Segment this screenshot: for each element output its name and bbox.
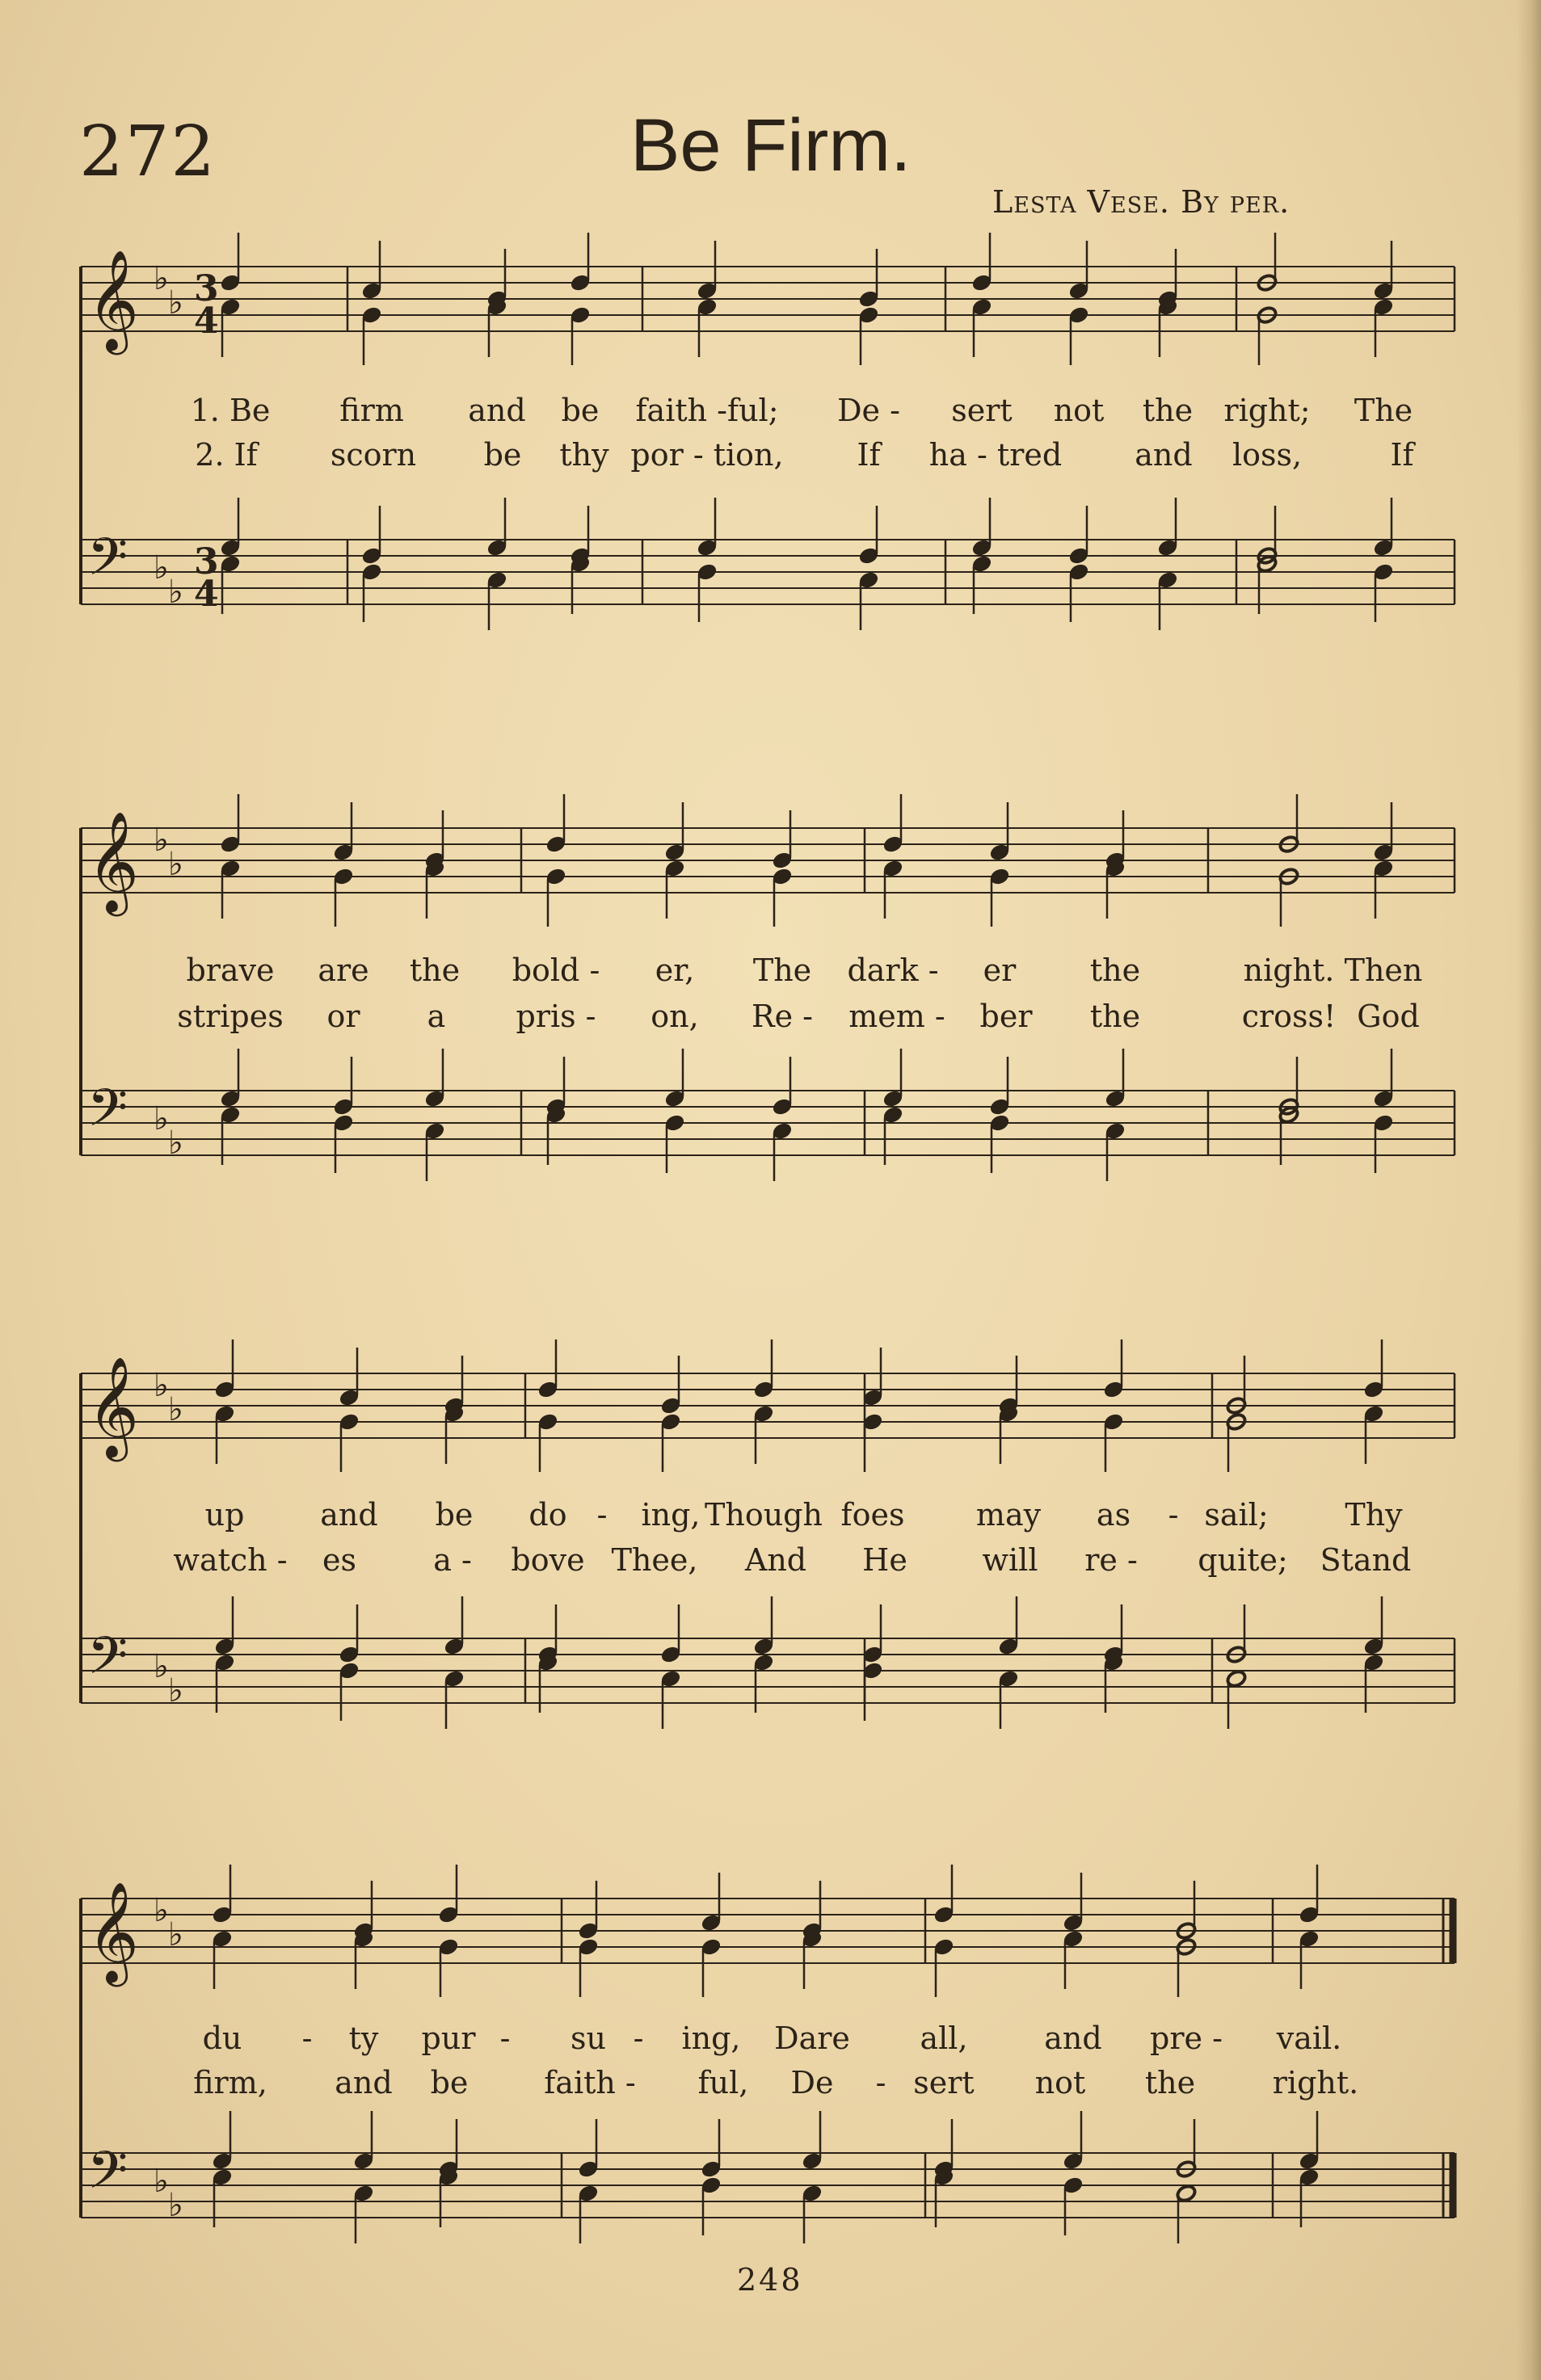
- lyric-syllable: all,: [920, 2020, 968, 2056]
- bass-clef: 𝄢: [87, 1079, 128, 1151]
- page-number: 248: [737, 2262, 803, 2298]
- lyric-syllable: bove: [511, 1542, 585, 1578]
- lyric-syllable: not: [1053, 393, 1105, 428]
- lyric-syllable: stripes: [177, 999, 284, 1034]
- lyric-syllable: Dare: [774, 2020, 850, 2056]
- lyric-syllable: -: [1168, 1497, 1179, 1533]
- lyric-syllable: 2. If: [195, 437, 258, 473]
- flat-sign: ♭: [154, 1648, 169, 1685]
- flat-sign: ♭: [154, 1892, 169, 1929]
- lyric-syllable: on,: [651, 999, 699, 1034]
- lyric-syllable: du: [202, 2020, 242, 2056]
- flat-sign: ♭: [154, 2163, 169, 2200]
- lyric-syllable: right;: [1223, 393, 1311, 428]
- lyric-syllable: er,: [655, 952, 695, 988]
- flat-sign: ♭: [168, 2187, 183, 2224]
- lyric-syllable: the: [1142, 393, 1194, 428]
- lyric-syllable: faith -: [544, 2065, 636, 2100]
- lyric-syllable: The: [1354, 393, 1413, 428]
- flat-sign: ♭: [154, 260, 169, 297]
- lyric-syllable: right.: [1272, 2065, 1359, 2100]
- hymn-number: 272: [79, 111, 217, 192]
- lyric-syllable: the: [1144, 2065, 1196, 2100]
- time-signature: 3: [194, 268, 219, 309]
- lyric-syllable: -: [875, 2065, 886, 2100]
- lyric-syllable: ty: [348, 2020, 379, 2056]
- lyric-syllable: And: [744, 1542, 807, 1578]
- lyric-syllable: watch -: [173, 1542, 288, 1578]
- lyric-syllable: sail;: [1204, 1497, 1269, 1533]
- lyric-syllable: De -: [837, 393, 900, 428]
- lyric-syllable: night.: [1243, 952, 1335, 988]
- lyric-syllable: bold -: [512, 952, 600, 988]
- lyric-syllable: pris -: [516, 999, 596, 1034]
- lyric-syllable: cross!: [1241, 999, 1337, 1034]
- system-3: [81, 1339, 1455, 1729]
- lyric-syllable: dark -: [847, 952, 939, 988]
- lyric-syllable: De: [790, 2065, 834, 2100]
- treble-clef: 𝄞: [87, 250, 139, 351]
- system-1: [81, 233, 1455, 630]
- lyric-syllable: su: [571, 2020, 606, 2056]
- flat-sign: ♭: [168, 1916, 183, 1953]
- treble-clef: 𝄞: [87, 1356, 139, 1457]
- lyric-syllable: The: [752, 952, 812, 988]
- lyric-syllable: the: [1089, 952, 1141, 988]
- time-signature: 3: [194, 541, 219, 582]
- time-signature: 4: [194, 574, 219, 615]
- flat-sign: ♭: [168, 1391, 183, 1428]
- lyric-syllable: re -: [1084, 1542, 1138, 1578]
- lyric-syllable: ber: [979, 999, 1033, 1034]
- lyric-syllable: He: [862, 1542, 907, 1578]
- lyric-syllable: and: [1044, 2020, 1102, 2056]
- system-4: [81, 1865, 1455, 2243]
- lyric-syllable: -: [596, 1497, 608, 1533]
- lyric-syllable: and: [320, 1497, 378, 1533]
- flat-sign: ♭: [168, 846, 183, 883]
- lyric-syllable: Stand: [1320, 1542, 1412, 1578]
- lyric-syllable: firm: [339, 393, 404, 428]
- lyric-syllable: pur: [421, 2020, 476, 2056]
- lyric-syllable: es: [322, 1542, 356, 1578]
- lyric-syllable: or: [326, 999, 360, 1034]
- lyric-syllable: If: [857, 437, 881, 473]
- lyric-syllable: Thy: [1345, 1497, 1403, 1533]
- lyric-syllable: foes: [840, 1497, 905, 1533]
- flat-sign: ♭: [154, 549, 169, 587]
- lyric-syllable: as: [1096, 1497, 1131, 1533]
- lyric-syllable: Thee,: [611, 1542, 698, 1578]
- lyric-syllable: scorn: [330, 437, 417, 473]
- author-credit: Lesta Vese. By per.: [992, 184, 1290, 220]
- bass-clef: 𝄢: [87, 2141, 128, 2214]
- lyric-syllable: a -: [433, 1542, 472, 1578]
- lyric-syllable: and: [335, 2065, 393, 2100]
- lyric-syllable: up: [204, 1497, 245, 1533]
- lyric-syllable: -: [499, 2020, 511, 2056]
- lyric-syllable: and: [468, 393, 526, 428]
- flat-sign: ♭: [168, 1125, 183, 1162]
- flat-sign: ♭: [154, 822, 169, 859]
- time-signature: 4: [194, 301, 219, 342]
- lyric-syllable: ing,: [681, 2020, 741, 2056]
- treble-clef: 𝄞: [87, 1882, 139, 1983]
- lyric-syllable: not: [1034, 2065, 1086, 2100]
- lyric-syllable: be: [430, 2065, 469, 2100]
- flat-sign: ♭: [168, 284, 183, 322]
- lyric-syllable: sert: [913, 2065, 975, 2100]
- lyric-syllable: Then: [1344, 952, 1423, 988]
- lyric-syllable: -: [301, 2020, 313, 2056]
- lyric-syllable: ful,: [697, 2065, 749, 2100]
- lyric-syllable: er: [983, 952, 1017, 988]
- lyric-syllable: firm,: [193, 2065, 267, 2100]
- lyric-syllable: ing,: [641, 1497, 701, 1533]
- lyric-syllable: If: [1390, 437, 1414, 473]
- lyric-syllable: the: [1089, 999, 1141, 1034]
- lyric-syllable: God: [1357, 999, 1420, 1034]
- lyric-syllable: be: [483, 437, 522, 473]
- flat-sign: ♭: [154, 1367, 169, 1404]
- lyric-syllable: will: [982, 1542, 1038, 1578]
- lyric-syllable: faith -ful;: [635, 393, 779, 428]
- treble-clef: 𝄞: [87, 811, 139, 912]
- lyric-syllable: ha - tred: [928, 437, 1063, 473]
- lyric-syllable: vail.: [1276, 2020, 1342, 2056]
- bass-clef: 𝄢: [87, 1626, 128, 1699]
- lyric-syllable: 1. Be: [190, 393, 271, 428]
- lyric-syllable: thy: [559, 437, 609, 473]
- bass-clef: 𝄢: [87, 528, 128, 600]
- lyric-syllable: are: [318, 952, 369, 988]
- lyric-syllable: a: [427, 999, 446, 1034]
- lyric-syllable: be: [561, 393, 600, 428]
- lyric-syllable: pre -: [1150, 2020, 1223, 2056]
- hymn-title: Be Firm.: [630, 104, 912, 187]
- flat-sign: ♭: [168, 1672, 183, 1709]
- lyric-syllable: mem -: [848, 999, 945, 1034]
- lyric-syllable: and: [1135, 437, 1193, 473]
- lyric-syllable: be: [435, 1497, 474, 1533]
- lyric-syllable: brave: [186, 952, 275, 988]
- lyric-syllable: the: [409, 952, 461, 988]
- flat-sign: ♭: [168, 574, 183, 611]
- lyric-syllable: may: [975, 1497, 1042, 1533]
- lyric-syllable: por - tion,: [630, 437, 784, 473]
- lyric-syllable: -: [633, 2020, 644, 2056]
- lyric-syllable: Though: [705, 1497, 823, 1533]
- lyric-syllable: Re -: [751, 999, 814, 1034]
- lyric-syllable: do: [528, 1497, 567, 1533]
- lyric-syllable: loss,: [1232, 437, 1303, 473]
- lyric-syllable: quite;: [1198, 1542, 1288, 1578]
- lyric-syllable: sert: [951, 393, 1013, 428]
- flat-sign: ♭: [154, 1100, 169, 1137]
